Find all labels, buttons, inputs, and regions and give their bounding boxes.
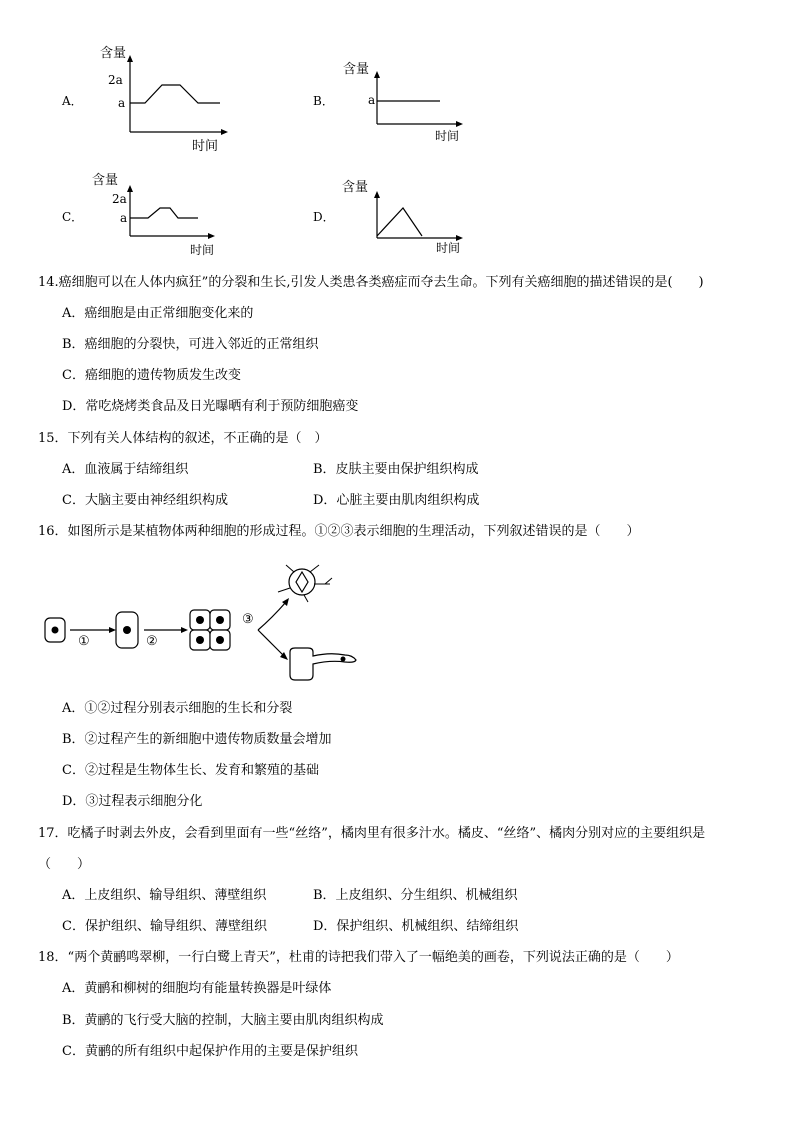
q17-option-b: B．上皮组织、分生组织、机械组织 <box>313 888 518 903</box>
q15-option-b: B．皮肤主要由保护组织构成 <box>313 462 479 477</box>
q14-option-a: A．癌细胞是由正常细胞变化来的 <box>62 306 254 321</box>
label-process-1: ① <box>78 634 90 649</box>
cell-grown-nucleus <box>123 626 131 634</box>
option-label-b: B． <box>313 94 334 108</box>
graph-a-ylabel: 含量 <box>100 46 127 61</box>
graph-b-tick-a: a <box>368 93 376 107</box>
graph-c-xlabel: 时间 <box>190 243 215 257</box>
option-label-a: A． <box>62 94 83 108</box>
arrow-3-down <box>258 630 284 656</box>
graph-b <box>340 58 470 143</box>
option-label-c: C． <box>62 210 84 224</box>
q17-option-c: C．保护组织、输导组织、薄壁组织 <box>62 919 267 934</box>
graph-d <box>340 176 470 258</box>
q18-stem: 18．“两个黄鹂鸣翠柳，一行白鹭上青天”，杜甫的诗把我们带入了一幅绝美的画卷，下列说法正确的是（ ） <box>38 950 679 965</box>
graph-a-curve <box>130 85 220 103</box>
option-label-d: D． <box>313 210 335 224</box>
arrow-3-up <box>258 602 286 630</box>
graph-d-ylabel: 含量 <box>342 180 369 195</box>
graph-a <box>100 40 230 155</box>
q16-option-c: C．②过程是生物体生长、发育和繁殖的基础 <box>62 763 319 778</box>
q17-stem: 17．吃橘子时剥去外皮，会看到里面有一些“丝络”，橘肉里有很多汁水。橘皮、“丝络”、橘肉分别对应的主要组织是 <box>38 826 706 841</box>
q15-option-d: D．心脏主要由肌肉组织构成 <box>313 493 480 508</box>
graph-d-curve <box>377 208 422 236</box>
q17-option-a: A．上皮组织、输导组织、薄壁组织 <box>62 888 267 903</box>
graph-a-tick-a: a <box>118 96 126 110</box>
q15-stem: 15．下列有关人体结构的叙述，不正确的是（ ） <box>38 431 328 446</box>
graph-a-xlabel: 时间 <box>192 139 219 154</box>
graph-c-ylabel: 含量 <box>92 173 119 188</box>
cell-group-divided <box>190 610 230 650</box>
q16-stem: 16．如图所示是某植物体两种细胞的形成过程。①②③表示细胞的生理活动，下列叙述错误的是（ ） <box>38 524 640 539</box>
graph-c-curve <box>130 208 198 218</box>
graph-d-xlabel: 时间 <box>436 241 461 255</box>
q15-option-a: A．血液属于结缔组织 <box>62 462 189 477</box>
q14-option-b: B．癌细胞的分裂快，可进入邻近的正常组织 <box>62 337 319 352</box>
q16-option-b: B．②过程产生的新细胞中遗传物质数量会增加 <box>62 732 332 747</box>
graph-c <box>90 170 220 260</box>
q15-option-c: C．大脑主要由神经组织构成 <box>62 493 228 508</box>
q18-option-c: C．黄鹂的所有组织中起保护作用的主要是保护组织 <box>62 1044 358 1059</box>
graph-c-tick-a: a <box>120 211 128 225</box>
q17-option-d: D．保护组织、机械组织、结缔组织 <box>313 919 519 934</box>
cell-nucleus <box>52 627 59 634</box>
q14-option-c: C．癌细胞的遗传物质发生改变 <box>62 368 241 383</box>
differentiated-cell-elongated <box>290 648 356 680</box>
graph-b-ylabel: 含量 <box>343 62 370 77</box>
q18-option-b: B．黄鹂的飞行受大脑的控制，大脑主要由肌肉组织构成 <box>62 1013 384 1028</box>
cell-process-diagram <box>40 560 370 685</box>
q14-stem: 14.癌细胞可以在人体内疯狂”的分裂和生长,引发人类患各类癌症而夺去生命。下列有关癌细胞的描述错误的是( ) <box>38 275 704 290</box>
label-process-3: ③ <box>242 612 254 627</box>
graph-b-xlabel: 时间 <box>435 129 460 143</box>
q16-option-a: A．①②过程分别表示细胞的生长和分裂 <box>62 701 293 716</box>
differentiated-cell-star <box>278 565 332 602</box>
label-process-2: ② <box>146 634 158 649</box>
q18-option-a: A．黄鹂和柳树的细胞均有能量转换器是叶绿体 <box>62 981 332 996</box>
graph-a-tick-2a: 2a <box>108 73 123 87</box>
q16-option-d: D．③过程表示细胞分化 <box>62 794 203 809</box>
graph-c-tick-2a: 2a <box>112 192 127 206</box>
q14-option-d: D．常吃烧烤类食品及日光曝晒有利于预防细胞癌变 <box>62 399 359 414</box>
q17-stem-cont: （ ） <box>38 857 91 872</box>
